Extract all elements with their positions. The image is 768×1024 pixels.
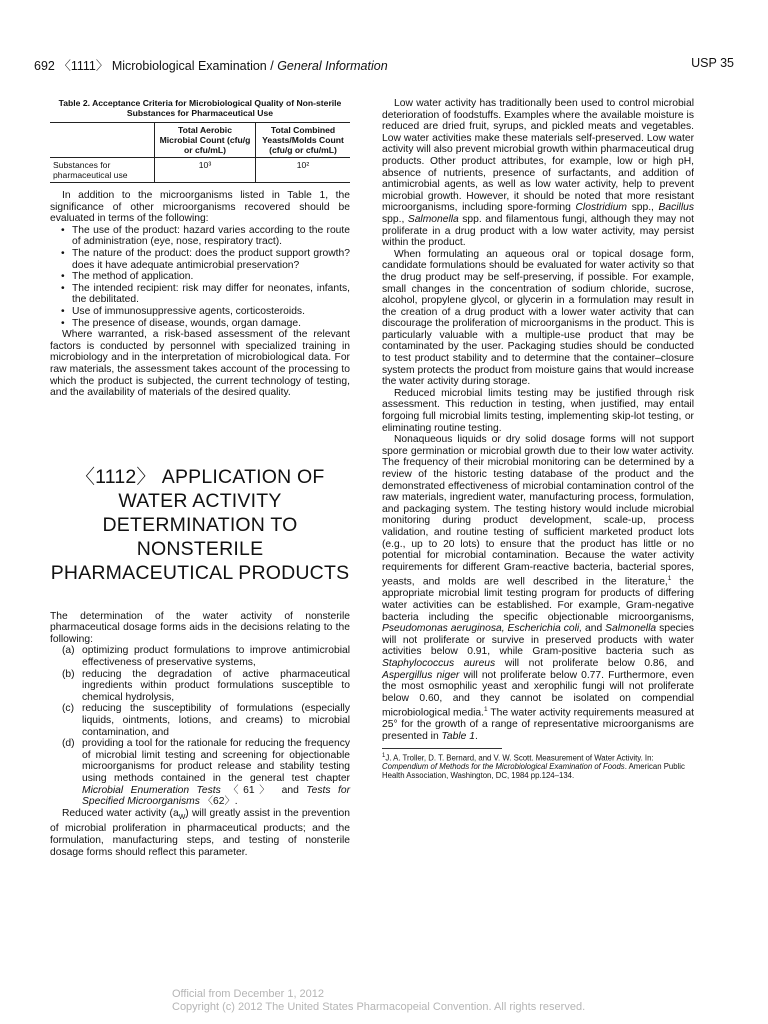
list-label: (b) [62, 668, 75, 680]
text-run: and [582, 623, 606, 635]
list-label: (d) [62, 738, 75, 750]
table-row [50, 158, 350, 183]
paragraph-nonaqueous [382, 434, 694, 742]
organism-name: Pseudomonas aeruginosa, Escherichia coli, [382, 623, 583, 635]
organism-name: Salmonella [407, 213, 459, 225]
footnote-divider [382, 748, 502, 749]
running-head-section: General Information [277, 59, 388, 73]
list-item [50, 645, 350, 668]
chapter-reference: Tests for Specified Microorganisms [82, 784, 351, 808]
table-cell-tymc: 10² [256, 158, 351, 183]
paragraph-reduced-aw [50, 808, 350, 858]
table-caption: Table 2. Acceptance Criteria for Microbiological Quality of Non-sterile Substances for Pharmaceutical Use [58, 98, 342, 118]
table-header-cell: Total Aerobic Microbial Count (cfu/g or cfu/mL) [155, 123, 256, 158]
list-item: • Use of immunosuppressive agents, corticosteroids. [50, 306, 350, 318]
list-text: providing a tool for the rationale for reducing the frequency of microbial limit testing and screening for objectionable microorganisms for product release and stability testing using methods contained in the general test chapter [82, 738, 350, 784]
compendium-label: USP 35 [691, 56, 734, 70]
running-head [34, 56, 388, 74]
organism-name: Salmonella [605, 623, 657, 635]
list-text: 〈61〉 and [220, 784, 307, 796]
text-run: will not proliferate below 0.77. Furthermore, even the most osmophilic yeast and xerophilic fungi will not proliferate below 0.60, and they cannot be isolated on compendial microbiological media. [382, 669, 695, 719]
footnote-ref: 1 [667, 575, 672, 583]
table-header-row [50, 123, 350, 158]
list-item: • The intended recipient: risk may differ for neonates, infants, the debilitated. [50, 283, 350, 306]
text-run: . American Public Health Association, Washington, DC, 1984 pp.124–134. [382, 762, 685, 781]
list-item: • The presence of disease, wounds, organ damage. [50, 318, 350, 330]
section-title: 〈1112〉 APPLICATION OF WATER ACTIVITY DETERMINATION TO NONSTERILE PHARMACEUTICAL PRODUCTS [50, 465, 350, 584]
page-header [34, 56, 734, 74]
paragraph-intro: In addition to the microorganisms listed in Table 1, the significance of other microorganisms recovered should be evaluated in terms of the following: [50, 190, 350, 225]
paragraph-formulating: When formulating an aqueous oral or topical dosage form, candidate formulations should be evaluated for water activity so that the drug product may be self-preserving, if possible. For example, small changes in the concentration of sodium chloride, sucrose, alcohol, propylene glycol, or glycerin in a formulation may result in the creation of a drug product with a lower water activity that can discourage the proliferation of microorganisms in the product. This is particularly valuable with a multiple-use product that may be contaminated by the user. Packaging studies should be conducted to test product stability and to determine that the container–closure system protects the product from moisture gains that would increase the water activity during storage. [382, 248, 694, 388]
list-label: (c) [62, 703, 75, 715]
paragraph-risk: Where warranted, a risk-based assessment of the relevant factors is conducted by personnel with specialized training in microbiology and in the interpretation of microbiological data. For raw materials, the assessment takes account of the processing to which the product is subjected, the current technology of testing, and the availability of materials of the desired quality. [50, 329, 350, 399]
list-item [50, 738, 350, 808]
right-column [382, 98, 694, 780]
footnote [382, 752, 694, 781]
text-run: will not proliferate below 0.86, and [495, 657, 694, 669]
text-run: spp., [382, 213, 408, 225]
organism-name: Bacillus [658, 202, 695, 214]
list-text: reducing the susceptibility of formulations (especially liquids, ointments, lotions, and creams) to microbial contamination, and [82, 703, 350, 738]
reference-title: Compendium of Methods for the Microbiological Examination of Foods [382, 762, 625, 772]
list-item: • The nature of the product: does the product support growth? does it have adequate antimicrobial preservation? [50, 248, 350, 271]
chapter-reference: Microbial Enumeration Tests [82, 784, 221, 796]
list-text: optimizing product formulations to improve antimicrobial effectiveness of preservative systems, [82, 645, 350, 669]
table-row-label: Substances for pharmaceutical use [53, 160, 128, 180]
list-item [50, 703, 350, 738]
decision-list [50, 645, 350, 807]
list-text: 〈62〉. [199, 796, 238, 808]
text-run: ) will greatly assist in the prevention of microbial proliferation in pharmaceutical products; and the formulation, manufacturing steps, and testing of nonsterile dosage forms should reflect this parameter. [50, 807, 350, 858]
list-item: • The method of application. [50, 271, 350, 283]
subscript: W [178, 813, 186, 821]
left-column [50, 98, 350, 858]
footnote-mark: 1 [382, 752, 386, 759]
text-run: . [474, 730, 478, 742]
copyright-notice: Copyright (c) 2012 The United States Pharmacopeial Convention. All rights reserved. [172, 1000, 586, 1013]
paragraph-low-water-activity [382, 98, 694, 249]
list-item [50, 669, 350, 704]
organism-name: Aspergillus niger [382, 669, 460, 681]
text-run: Nonaqueous liquids or dry solid dosage forms will not support spore germination or microbial growth due to their low water activity. The frequency of their microbial monitoring can be determined by a review of the historic testing database of the product and the demonstrated effectiveness of microbial contamination control of the raw materials, ingredient water, manufacturing process, formulation, and packaging system. The testing history would include microbial monitoring during product development, scale-up, process validation, and routine testing of sufficient marketed product lots (e.g., up to 20 lots) to ensure that the product has little or no potential for microbial contamination. Because the water activity requirements for different Gram-reactive bacteria, bacterial spores, yeasts, and molds are well described in the literature, [382, 434, 694, 588]
organism-name: Clostridium [575, 202, 627, 214]
text-run: Low water activity has traditionally been used to control microbial deterioration of foodstuffs. Examples where the available moisture is reduced are dried fruit, syrups, and pickled meats and vegetables. Low water activities make these materials self-preserved. Low water activity will also prevent microbial growth within pharmaceutical drug products. Other product attributes, for example, low or high pH, absence of nutrients, presence of surfactants, and addition of antimicrobial agents, as well as low water activity, help to prevent microbial growth. However, it should be noted that more resistant microorganisms, including spore-forming [382, 98, 694, 214]
table-reference: Table 1 [441, 730, 475, 742]
official-date: Official from December 1, 2012 [172, 988, 325, 1000]
text-run: spp. and filamentous fungi, although they may not proliferate in a drug product with a low water activity, may persist within the product. [382, 213, 694, 249]
running-head-text: 692 〈1111〉 Microbiological Examination / [34, 59, 278, 73]
list-text: reducing the degradation of active pharmaceutical ingredients within product formulations susceptible to chemical hydrolysis, [82, 668, 350, 703]
page-footer [172, 988, 585, 1013]
list-item: • The use of the product: hazard varies according to the route of administration (eye, nose, respiratory tract). [50, 225, 350, 248]
text-run: Reduced water activity (a [62, 807, 179, 819]
table-header-cell: Total Combined Yeasts/Molds Count (cfu/g or cfu/mL) [256, 123, 351, 158]
paragraph-determination: The determination of the water activity of nonsterile pharmaceutical dosage forms aids in the decisions relating to the following: [50, 610, 350, 645]
paragraph-reduced-testing: Reduced microbial limits testing may be justified through risk assessment. This reduction in testing, when justified, may entail forgoing full microbial limits testing, implementing skip-lot testing, or eliminating routine testing. [382, 387, 694, 434]
acceptance-criteria-table [50, 122, 350, 183]
organism-name: Staphylococcus aureus [382, 657, 496, 669]
text-run: spp., [627, 202, 659, 214]
list-label: (a) [62, 645, 75, 657]
text-run: species will not proliferate or survive in preserved products with water activities below 0.91, while Gram-positive bacteria such as [382, 623, 694, 658]
text-run: The water activity requirements measured at 25° for the growth of a range of representative microorganisms are presented in [382, 707, 694, 742]
table-cell-tamc: 10³ [155, 158, 256, 183]
text-run: J. A. Troller, D. T. Bernard, and V. W. Scott. Measurement of Water Activity. In: [385, 753, 654, 763]
footnote-ref: 1 [483, 706, 488, 714]
text-run: the appropriate microbial limit testing program for products of differing water activities can be established. For example, Gram-negative bacteria including the specific objectionable microorganisms, [382, 576, 694, 623]
factors-list [50, 225, 350, 329]
table-header-cell [50, 123, 155, 158]
